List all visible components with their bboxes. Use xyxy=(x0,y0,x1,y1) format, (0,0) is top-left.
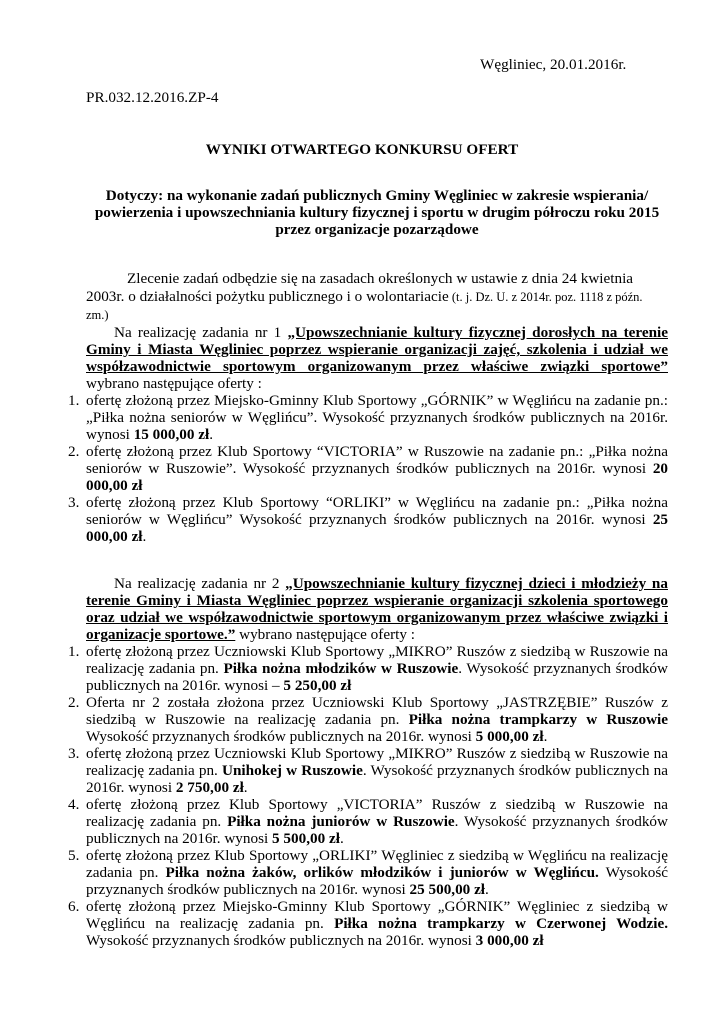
intro-paragraph xyxy=(86,270,668,324)
offer-text: ofertę złożoną przez Klub Sportowy „ORLIKI” Węgliniec z siedzibą w Węglińcu na realizację zadania pn. xyxy=(86,847,668,881)
offer-text: ofertę złożoną przez Klub Sportowy “ORLIKI” w Węglińcu na zadanie pn.: „Piłka nożna seniorów w Węglińcu” Wysokość przyznanych środków publicznych na 2016r. wynosi xyxy=(86,494,668,528)
offer-number: 1. xyxy=(68,392,80,409)
offer-amount: 3 000,00 zł xyxy=(475,932,544,949)
offer-mid: . Wysokość przyznanych środków publicznych na 2016r. wynosi – xyxy=(86,660,668,694)
offer-after: . xyxy=(339,830,344,847)
offer-text: ofertę złożoną przez Miejsko-Gminny Klub Sportowy „GÓRNIK” w Węglińcu na zadanie pn.: „Piłka nożna seniorów w Węglińcu”. Wysokość przyznanych środków publicznych na 2016r. wynosi xyxy=(86,392,668,443)
list-item xyxy=(68,898,668,949)
offer-number: 4. xyxy=(68,796,80,813)
offer-text: ofertę złożoną przez Miejsko-Gminny Klub Sportowy „GÓRNIK” Węgliniec z siedzibą w Węglińcu na realizację zadania pn. xyxy=(86,898,668,932)
task-2-section xyxy=(68,575,669,949)
offer-number: 3. xyxy=(68,494,80,511)
offer-task: Piłka nożna trampkarzy w Ruszowie xyxy=(408,711,668,728)
list-item xyxy=(68,443,668,494)
offer-number: 1. xyxy=(68,643,80,660)
offer-text: ofertę złożoną przez Uczniowski Klub Sportowy „MIKRO” Ruszów z siedzibą w Ruszowie na realizację zadania pn. xyxy=(86,745,668,779)
task-1-tail: wybrano następujące oferty : xyxy=(86,375,262,392)
reference-number: PR.032.12.2016.ZP-4 xyxy=(86,89,219,106)
offer-number: 3. xyxy=(68,745,80,762)
task-1-section xyxy=(68,324,668,545)
offer-task: Piłka nożna trampkarzy w Czerwonej Wodzie. xyxy=(334,915,668,932)
offer-mid: . Wysokość przyznanych środków publicznych na 2016r. wynosi xyxy=(86,762,668,796)
task-1-heading xyxy=(86,324,668,392)
intro-legal-reference: (t. j. Dz. U. z 2014r. poz. 1118 z późn. zm.) xyxy=(86,290,643,322)
document-subject: Dotyczy: na wykonanie zadań publicznych Gminy Węgliniec w zakresie wspierania/ powierzenia i upowszechniania kultury fizycznej i sportu w drugim półroczu roku 2015 przez organizacje pozarządowe xyxy=(94,187,660,238)
offer-amount: 25 000,00 zł xyxy=(86,511,668,545)
offer-task: Piłka nożna młodzików w Ruszowie xyxy=(223,660,459,677)
offer-amount: 15 000,00 zł xyxy=(133,426,210,443)
offer-task: Unihokej w Ruszowie xyxy=(222,762,363,779)
offer-amount: 5 250,00 zł xyxy=(283,677,352,694)
intro-text: Zlecenie zadań odbędzie się na zasadach określonych w ustawie z dnia 24 kwietnia 2003r. o działalności pożytku publicznego i o wolontariacie xyxy=(86,270,634,305)
offer-number: 6. xyxy=(68,898,80,915)
offer-amount: 5 500,00 zł xyxy=(272,830,340,847)
task-1-offer-list xyxy=(68,392,668,545)
list-item xyxy=(68,392,668,443)
task-2-offer-list xyxy=(68,643,669,949)
offer-number: 5. xyxy=(68,847,80,864)
offer-after: . xyxy=(543,728,548,745)
offer-after: . xyxy=(209,426,213,443)
offer-text: ofertę złożoną przez Klub Sportowy “VICTORIA” w Ruszowie na zadanie pn.: „Piłka nożna seniorów w Ruszowie”. Wysokość przyznanych środków publicznych na 2016r. wynosi xyxy=(86,443,668,477)
offer-mid: . Wysokość przyznanych środków publicznych na 2016r. wynosi xyxy=(86,813,668,847)
task-1-name: „Upowszechnianie kultury fizycznej dorosłych na terenie Gminy i Miasta Węgliniec poprzez wspieranie organizacji zajęć, szkolenia i udział we współzawodnictwie sportowym organizowanym przez właściwe związki sportowe” xyxy=(86,324,668,375)
offer-mid: Wysokość przyznanych środków publicznych na 2016r. wynosi xyxy=(86,728,476,745)
list-item xyxy=(68,494,668,545)
offer-amount: 5 000,00 zł xyxy=(475,728,544,745)
offer-after: . xyxy=(485,881,489,898)
task-2-lead: Na realizację zadania nr 2 xyxy=(114,575,286,592)
offer-number: 2. xyxy=(68,694,80,711)
task-2-heading xyxy=(86,575,668,643)
task-2-name: „Upowszechnianie kultury fizycznej dzieci i młodzieży na terenie Gminy i Miasta Węgliniec poprzez wspieranie organizacji szkolenia sportowego oraz udział we współzawodnictwie sportowym organizowanym przez właściwe związki i organizacje sportowe.” xyxy=(86,575,668,643)
document-date: Węgliniec, 20.01.2016r. xyxy=(480,56,627,73)
offer-task: Piłka nożna żaków, orlików młodzików i juniorów w Węglińcu. xyxy=(165,864,599,881)
offer-text: Oferta nr 2 została złożona przez Uczniowski Klub Sportowy „JASTRZĘBIE” Ruszów z siedzibą w Ruszowie na realizację zadania pn. xyxy=(86,694,668,728)
offer-text: ofertę złożoną przez Klub Sportowy „VICTORIA” Ruszów z siedzibą w Ruszowie na realizację zadania pn. xyxy=(86,796,668,830)
list-item xyxy=(68,745,668,796)
offer-text: ofertę złożoną przez Uczniowski Klub Sportowy „MIKRO” Ruszów z siedzibą w Ruszowie na realizację zadania pn. xyxy=(86,643,668,677)
task-2-tail: wybrano następujące oferty : xyxy=(235,626,415,643)
offer-after: . xyxy=(142,528,147,545)
offer-amount: 2 750,00 zł xyxy=(175,779,244,796)
offer-task: Piłka nożna juniorów w Ruszowie xyxy=(227,813,455,830)
list-item xyxy=(68,694,668,745)
list-item xyxy=(68,643,668,694)
offer-after: . xyxy=(243,779,248,796)
offer-number: 2. xyxy=(68,443,80,460)
offer-amount: 20 000,00 zł xyxy=(86,460,668,494)
offer-mid: Wysokość przyznanych środków publicznych na 2016r. wynosi xyxy=(86,932,476,949)
offer-mid: Wysokość przyznanych środków publicznych na 2016r. wynosi xyxy=(86,864,669,898)
offer-amount: 25 500,00 zł xyxy=(409,881,486,898)
list-item xyxy=(68,796,668,847)
task-1-lead: Na realizację zadania nr 1 xyxy=(114,324,288,341)
list-item xyxy=(68,847,668,898)
document-title: WYNIKI OTWARTEGO KONKURSU OFERT xyxy=(205,141,519,158)
